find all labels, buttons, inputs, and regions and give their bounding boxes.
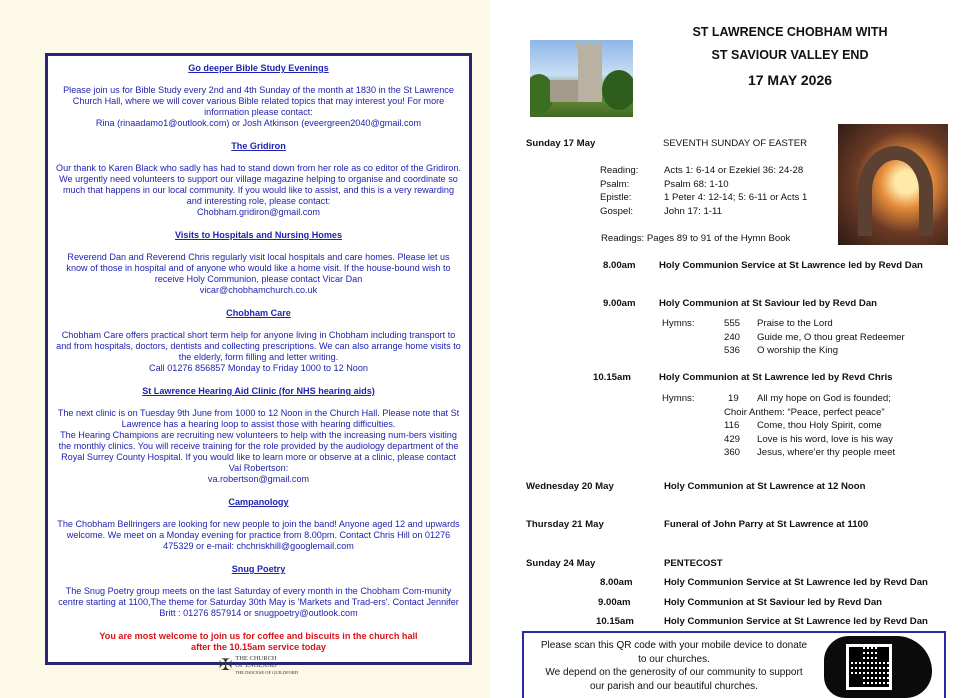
hymn-title: Praise to the Lord	[757, 318, 833, 329]
qr-code-icon[interactable]	[846, 644, 892, 690]
welcome-message: You are most welcome to join us for coffee and biscuits in the church hall after the 10.15am service today	[99, 631, 418, 652]
section-body-snug-poetry: The Snug Poetry group meets on the last Saturday of every month in the Chobham Com-munity centre starting at 1100,The theme for Saturday 30th May is 'Markets and Trad-ers'. Contact Jennifer Britt : 01276 857914 or snugpoetry@outlook.com	[58, 586, 459, 618]
next-sunday-day: Sunday 24 May	[526, 558, 596, 569]
hymn-title: Jesus, where’er thy people meet	[757, 447, 896, 458]
gospel-label: Gospel:	[600, 206, 634, 217]
hymn-title: All my hope on God is founded;	[757, 393, 891, 404]
next-service-time: 8.00am	[600, 577, 633, 588]
hymn-number: 360	[724, 447, 741, 458]
qr-code-badge	[824, 636, 932, 698]
section-body-hospital-visits: Reverend Dan and Reverend Chris regularly visit local hospitals and care homes. Please let us know of those in hospital and of anyone who would like a home visit. If the house-bound wish to receive Holy Communion, please contact Vicar Dan vicar@chobhamchurch.co.uk	[66, 252, 451, 295]
service-time: 10.15am	[593, 372, 631, 383]
hymn-number: 429	[724, 434, 741, 445]
section-title-hospital-visits: Visits to Hospitals and Nursing Homes	[174, 230, 343, 240]
service-desc: Holy Communion at St Saviour led by Revd Dan	[659, 298, 878, 309]
section-title-snug-poetry: Snug Poetry	[231, 564, 286, 574]
right-page	[490, 0, 980, 698]
hymn-number: 19	[728, 393, 739, 404]
next-service-desc: Holy Communion Service at St Lawrence led by Revd Dan	[664, 616, 928, 627]
hymn-title: O worship the King	[757, 345, 839, 356]
next-service-time: 10.15am	[596, 616, 634, 627]
section-body-chobham-care: Chobham Care offers practical short term help for anyone living in Chobham including transport to and from hospitals, doctors, dentists and collecting prescriptions. We can also arrange home visits to the elderly, form filling and letter writing. Call 01276 856857 Monday to Friday 1000 to 12 Noon	[56, 330, 461, 373]
sunday-title: SEVENTH SUNDAY OF EASTER	[663, 138, 808, 149]
choir-anthem: Choir Anthem: “Peace, perfect peace”	[724, 407, 885, 418]
service-time: 8.00am	[603, 260, 636, 271]
section-title-campanology: Campanology	[228, 497, 289, 507]
service-desc: Holy Communion at St Lawrence led by Revd Chris	[659, 372, 893, 383]
hymn-title: Guide me, O thou great Redeemer	[757, 332, 905, 343]
section-title-bible-study: Go deeper Bible Study Evenings	[188, 63, 329, 73]
reading-text: Acts 1: 6-14 or Ezekiel 36: 24-28	[664, 165, 804, 176]
epistle-label: Epistle:	[600, 192, 632, 203]
service-desc: Holy Communion Service at St Lawrence led by Revd Dan	[659, 260, 923, 271]
donation-box	[522, 631, 946, 698]
donation-text: Please scan this QR code with your mobile device to donate to our churches. We depend on the generosity of our community to support our parish and our beautiful churches.	[540, 640, 808, 692]
header-line-2: ST SAVIOUR VALLEY END	[711, 48, 869, 62]
hymn-number: 116	[724, 420, 740, 431]
weekday-desc: Funeral of John Parry at St Lawrence at 1100	[664, 519, 869, 530]
epistle-text: 1 Peter 4: 12-14; 5: 6-11 or Acts 1	[664, 192, 808, 203]
hymn-number: 240	[724, 332, 741, 343]
hymn-number: 555	[724, 318, 741, 329]
header-line-1: ST LAWRENCE CHOBHAM WITH	[692, 25, 888, 39]
psalm-label: Psalm:	[600, 179, 630, 190]
logo-line-1: THE CHURCH	[235, 655, 277, 662]
weekday-day: Wednesday 20 May	[526, 481, 614, 492]
weekday-desc: Holy Communion at St Lawrence at 12 Noon	[664, 481, 866, 492]
gospel-text: John 17: 1-11	[664, 206, 722, 217]
hymns-label: Hymns:	[662, 393, 695, 404]
section-title-chobham-care: Chobham Care	[226, 308, 291, 318]
next-service-desc: Holy Communion Service at St Lawrence led by Revd Dan	[664, 577, 928, 588]
next-service-desc: Holy Communion at St Saviour led by Revd Dan	[664, 597, 883, 608]
church-cross-icon: ✠	[218, 656, 233, 674]
reading-label: Reading:	[600, 165, 639, 176]
section-title-hearing-clinic: St Lawrence Hearing Aid Clinic (for NHS hearing aids)	[142, 386, 375, 396]
next-service-time: 9.00am	[598, 597, 631, 608]
hymns-label: Hymns:	[662, 318, 695, 329]
service-time: 9.00am	[603, 298, 636, 309]
empty-tomb-image	[838, 124, 948, 245]
section-title-gridiron: The Gridiron	[231, 141, 286, 151]
section-body-campanology: The Chobham Bellringers are looking for new people to join the band! Anyone aged 12 and upwards welcome. We meet on a Monday evening for practice from 8.00pm. Contact Chris Hill on 01276 475329 or e-mail: chchriskhill@googlemail.com	[57, 519, 460, 551]
logo-line-2: OF ENGLAND	[235, 662, 277, 669]
notices-box	[45, 53, 472, 675]
section-body-gridiron: Our thank to Karen Black who sadly has had to stand down from her role as co editor of the Gridiron. We urgently need volunteers to support our village magazine helping to organise and coordinate so much that happens in our local community. If you would like to assist, and this is a very rewarding and interesting role, please contact: Chobham.gridiron@gmail.com	[56, 163, 461, 217]
psalm-text: Psalm 68: 1-10	[664, 179, 729, 190]
header-date: 17 MAY 2026	[747, 72, 833, 88]
section-body-bible-study: Please join us for Bible Study every 2nd and 4th Sunday of the month at 1830 in the St Lawrence Church Hall, where we will cover various Bible related topics that may interest you! For more information please contact: Rina (rinaadamo1@outlook.com) or Josh Atkinson (eveergreen2040@gmail.com	[63, 85, 454, 128]
hymn-number: 536	[724, 345, 741, 356]
sunday-day: Sunday 17 May	[526, 138, 596, 149]
next-sunday-title: PENTECOST	[664, 558, 723, 569]
hymnbook-note: Readings: Pages 89 to 91 of the Hymn Book	[601, 233, 791, 244]
hymn-title: Come, thou Holy Spirit, come	[757, 420, 882, 431]
hymn-title: Love is his word, love is his way	[757, 434, 893, 445]
logo-line-3: THE DIOCESE OF GUILDFORD	[235, 670, 299, 675]
weekday-day: Thursday 21 May	[526, 519, 604, 530]
church-photo	[530, 40, 633, 117]
church-of-england-logo	[56, 655, 461, 676]
section-body-hearing-clinic: The next clinic is on Tuesday 9th June from 1000 to 12 Noon in the Church Hall. Please note that St Lawrence has a hearing loop to assist those with hearing difficulties. The Hearing Champions are recruiting new volunteers to help with the increasing num-bers visiting the monthly clinics. You will receive training for the role provided by the audiology department of the Royal Surrey County Hospital. If you would like to learn more or observe at a clinic, please contact Val Robertson: va.robertson@gmail.com	[57, 408, 460, 484]
